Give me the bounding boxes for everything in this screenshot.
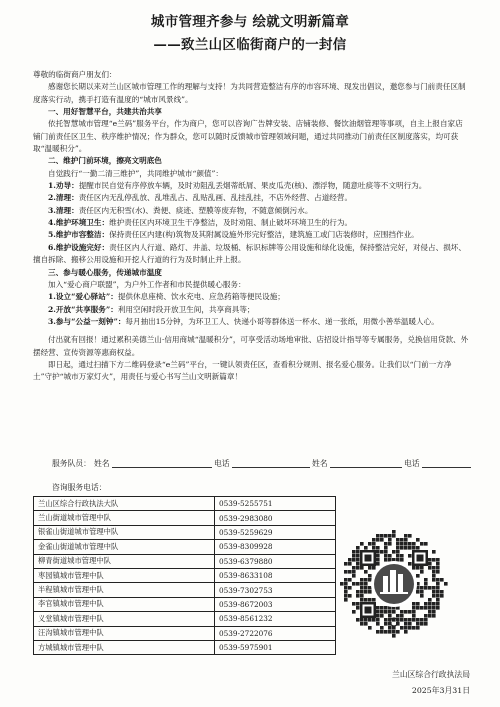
unit-name-cell: 兰山区综合行政执法大队 [34,497,215,511]
table-row [34,511,336,525]
section3-heading: 三、参与暖心服务，传递城市温度 [48,267,162,277]
table-row [34,626,336,640]
unit-name-cell: 金雀山街道城市管理中队 [34,540,215,554]
table-row [34,540,336,554]
table-row [34,497,336,511]
phone-number-cell: 0539-5975901 [215,640,336,654]
phone-label-1: 电话 [214,459,230,468]
section3-item: 2.开放“共享服务”：利用空闲时段开放卫生间，共享商具等； [48,304,255,314]
phone-number-cell: 0539-6379880 [215,554,336,568]
section2-item: 5.维护市容整洁：保持责任区内建(构)筑物及其附属设施外形完好整洁，建筑施工或门店装修时，应围挡作业。 [48,230,419,240]
phone-number-cell: 0539-5255751 [215,497,336,511]
name-blank-2[interactable] [330,458,402,468]
letter-body [33,69,469,384]
name-label-1: 姓名 [94,459,110,468]
phone-number-cell: 0539-8309928 [215,540,336,554]
phone-number-cell: 0539-8672003 [215,597,336,611]
unit-name-cell: 枣园镇城市管理中队 [34,568,215,582]
section3-item: 1.设立“爱心驿站”：提供休息座椅、饮水充电、应急药箱等便民设施； [48,292,285,302]
qr-code-graphic [338,528,450,640]
unit-name-cell: 义堂镇城市管理中队 [34,612,215,626]
unit-name-cell: 汪沟镇城市管理中队 [34,626,215,640]
unit-name-cell: 李官镇城市管理中队 [34,597,215,611]
section2-item: 4.维护环境卫生：维护责任区内环境卫生干净整洁，及时劝阻、制止破坏环境卫生的行为。 [48,218,353,228]
phone-table [33,496,336,655]
unit-name-cell: 半程镇城市管理中队 [34,583,215,597]
section1-heading: 一、用好智慧平台，共建共治共享 [48,107,162,117]
section2-item: 1.劝导：提醒市民自觉有序停放车辆，及时劝阻乱丢烟蒂纸屑、果皮瓜壳(核)、漂浮物，随意吐痰等不文明行为。 [48,181,427,191]
table-row [34,568,336,582]
table-row [34,583,336,597]
section2-heading: 二、维护门前环境，擦亮文明底色 [48,156,162,166]
section3-item: 3.参与“公益一刻钟”：每月抽出15分钟，为环卫工人、快递小哥等群体送一杯水、递一张纸，用微小善举温暖人心。 [48,316,439,326]
section3-lead: 加入“爱心商户联盟”，为户外工作者和市民提供暖心服务： [48,279,246,289]
phone-number-cell: 0539-5259629 [215,525,336,539]
letter-subtitle: ——致兰山区临街商户的一封信 [153,37,347,53]
table-row [34,640,336,654]
name-label-2: 姓名 [312,459,328,468]
section2-lead: 自觉践行“一勤二清三维护”，共同维护城市“颜值”： [48,168,223,178]
consult-phone-label: 咨询服务电话： [52,483,107,492]
greeting: 尊敬的临街商户朋友们： [33,70,117,79]
table-row [34,554,336,568]
section1-body: 依托智慧城市管理“e兰码”服务平台，作为商户，您可以咨询广告牌安装、店铺装修、餐饮油烟管理等事项，自主上报自家店铺门前责任区卫生、秩序维护情况；作为群众，您可以随时反馈城市管理领域问题，通过共同推动门前责任区制度落实，均可获取“温暖积分”。 [33,119,463,154]
phone-label-2: 电话 [404,459,420,468]
phone-number-cell: 0539-8633108 [215,568,336,582]
letter-title: 城市管理齐参与 绘就文明新篇章 [150,14,350,30]
phone-number-cell: 0539-7302753 [215,583,336,597]
section2-item: 3.清理：责任区内无积雪(水)、粪便、痰迹、塑膜等废弃物，不随意倾倒污水。 [48,205,313,215]
table-row [34,612,336,626]
name-blank-1[interactable] [112,458,212,468]
table-row [34,525,336,539]
phone-blank-1[interactable] [232,458,310,468]
phone-number-cell: 0539-2722076 [215,626,336,640]
intro-paragraph: 感谢您长期以来对兰山区城市管理工作的理解与支持！为共同营造整洁有序的市容环境、现发出倡议，邀您参与门前责任区制度落实行动，携手打造有温度的“城市风景线”。 [33,82,466,104]
signature-org: 兰山区综合行政执法局 [392,670,470,679]
section2-item: 6.维护设施完好：责任区内人行道、路灯、井盖、垃圾桶、标识标牌等公用设施和绿化设施，保持整洁完好，对侵占、损坏、擅自拆除、搬移公用设施和开挖人行道的行为及时制止并上报。 [33,242,466,265]
signature-date: 2025年3月31日 [411,686,470,695]
unit-name-cell: 兰山街道城市管理中队 [34,511,215,525]
phone-number-cell: 0539-8561232 [215,612,336,626]
closing-paragraph-1: 付出就有回报！通过累积美德兰山·信用商城“温暖积分”，可享受活动场地审批、店招设计指导等专属服务，兑换信用贷款、外摆经营、宣传资源等惠商权益。 [33,335,469,357]
table-row [34,597,336,611]
unit-name-cell: 方城镇城市管理中队 [34,640,215,654]
phone-blank-2[interactable] [422,458,471,468]
qr-code-icon[interactable] [338,528,450,640]
phone-number-cell: 0539-2983080 [215,511,336,525]
unit-name-cell: 柳青街道城市管理中队 [34,554,215,568]
service-team-label: 服务队员： [52,459,91,468]
closing-paragraph-2: 即日起，通过扫描下方二维码登录“e兰码”平台，一键认领责任区，查看积分规则、报名爱心服务。让我们以“门前一方净土”守护“城市万家灯火”，用责任与爱心书写兰山文明新篇章！ [33,359,452,382]
section2-item: 2.清理：责任区内无乱停乱放、乱堆乱占、乱贴乱画、乱挂乱挂，不店外经营、占道经营。 [48,193,353,203]
unit-name-cell: 银雀山街道城市管理中队 [34,525,215,539]
